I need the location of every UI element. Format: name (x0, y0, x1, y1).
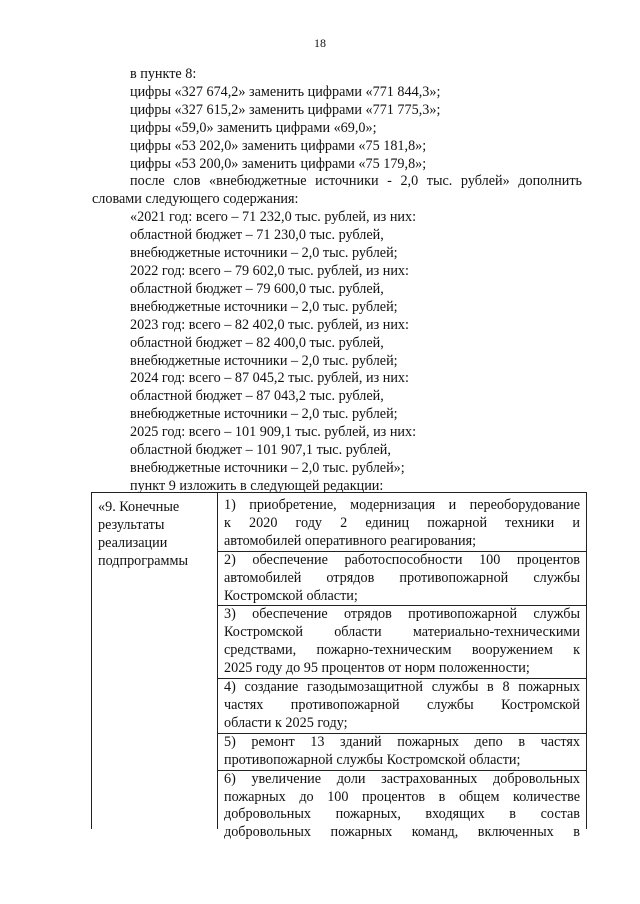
text-line: областной бюджет – 82 400,0 тыс. рублей, (130, 334, 384, 351)
result-item-line: Костромской области материально-техническими (224, 624, 580, 641)
table-label-line: «9. Конечные (98, 499, 180, 515)
table-label-line: результаты (98, 516, 165, 533)
text-line: внебюджетные источники – 2,0 тыс. рублей; (130, 298, 398, 315)
result-item (218, 770, 586, 843)
text-line: цифры «53 202,0» заменить цифрами «75 181,8»; (130, 137, 427, 154)
result-item-line: частях противопожарной службы Костромской (224, 696, 580, 713)
result-item-line: средствами, пожарно-техническим вооружением к (224, 642, 580, 659)
result-item-line: к 2020 году 2 единиц пожарной техники и (224, 514, 580, 531)
text-line: 2022 год: всего – 79 602,0 тыс. рублей, из них: (130, 262, 409, 279)
document-body (92, 66, 582, 496)
results-table (91, 492, 587, 841)
result-item-line: автомобилей отрядов противопожарной службы (224, 569, 580, 586)
text-line: 2024 год: всего – 87 045,2 тыс. рублей, из них: (130, 370, 409, 387)
result-item (218, 678, 586, 733)
result-item-line: противопожарной службы Костромской области; (224, 751, 521, 768)
result-item (218, 605, 586, 678)
table-label-line: реализации (98, 534, 168, 551)
table-label-line: подпрограммы (98, 552, 188, 569)
result-item-line: добровольных пожарных, входящих в состав (224, 806, 580, 823)
result-item-line: 2) обеспечение работоспособности 100 процентов (224, 551, 580, 568)
result-item-line: 1) приобретение, модернизация и переоборудование (224, 497, 580, 513)
text-line: цифры «327 674,2» заменить цифрами «771 844,3»; (130, 83, 441, 100)
result-item (224, 497, 580, 551)
result-item-line: 5) ремонт 13 зданий пожарных депо в частях (224, 733, 580, 750)
table-content-cell (218, 493, 586, 841)
text-line: областной бюджет – 87 043,2 тыс. рублей, (130, 388, 384, 405)
text-line: 2023 год: всего – 82 402,0 тыс. рублей, из них: (130, 316, 409, 333)
result-item-line: Костромской области; (224, 587, 358, 604)
result-item-line: 2025 году до 95 процентов от норм положенности; (224, 660, 530, 677)
result-item-line: добровольных пожарных команд, включенных в (224, 824, 580, 841)
text-line: внебюджетные источники – 2,0 тыс. рублей; (130, 406, 398, 423)
text-line: цифры «327 615,2» заменить цифрами «771 775,3»; (130, 101, 441, 118)
result-item-line: автомобилей оперативного реагирования; (224, 532, 477, 549)
page-number: 18 (314, 36, 326, 50)
paragraph-second-line: словами следующего содержания: (92, 191, 299, 208)
text-line: внебюджетные источники – 2,0 тыс. рублей»; (130, 459, 405, 476)
text-line: областной бюджет – 79 600,0 тыс. рублей, (130, 280, 384, 297)
text-line: цифры «53 200,0» заменить цифрами «75 179,8»; (130, 155, 427, 172)
text-line: «2021 год: всего – 71 232,0 тыс. рублей, из них: (130, 209, 417, 226)
text-line: областной бюджет – 101 907,1 тыс. рублей, (130, 442, 391, 459)
table-label-cell (92, 493, 218, 829)
text-line: внебюджетные источники – 2,0 тыс. рублей; (130, 352, 398, 369)
paragraph-first-line: после слов «внебюджетные источники - 2,0 тыс. рублей» дополнить (130, 173, 582, 190)
text-line: областной бюджет – 71 230,0 тыс. рублей, (130, 227, 384, 244)
result-item-line: пожарных до 100 процентов в общем количестве (224, 788, 580, 805)
result-item (218, 551, 586, 606)
text-line: пункт 9 изложить в следующей редакции: (130, 477, 384, 494)
text-line: внебюджетные источники – 2,0 тыс. рублей; (130, 245, 398, 262)
result-item-line: области к 2025 году; (224, 714, 348, 731)
result-item-line: 6) увеличение доли застрахованных добровольных (224, 770, 580, 787)
text-line: цифры «59,0» заменить цифрами «69,0»; (130, 119, 377, 136)
result-item-line: 3) обеспечение отрядов противопожарной службы (224, 606, 580, 623)
result-item-line: 4) создание газодымозащитной службы в 8 пожарных (224, 679, 580, 696)
result-item (218, 733, 586, 770)
text-line: 2025 год: всего – 101 909,1 тыс. рублей, из них: (130, 424, 417, 441)
text-line: в пункте 8: (130, 66, 197, 82)
